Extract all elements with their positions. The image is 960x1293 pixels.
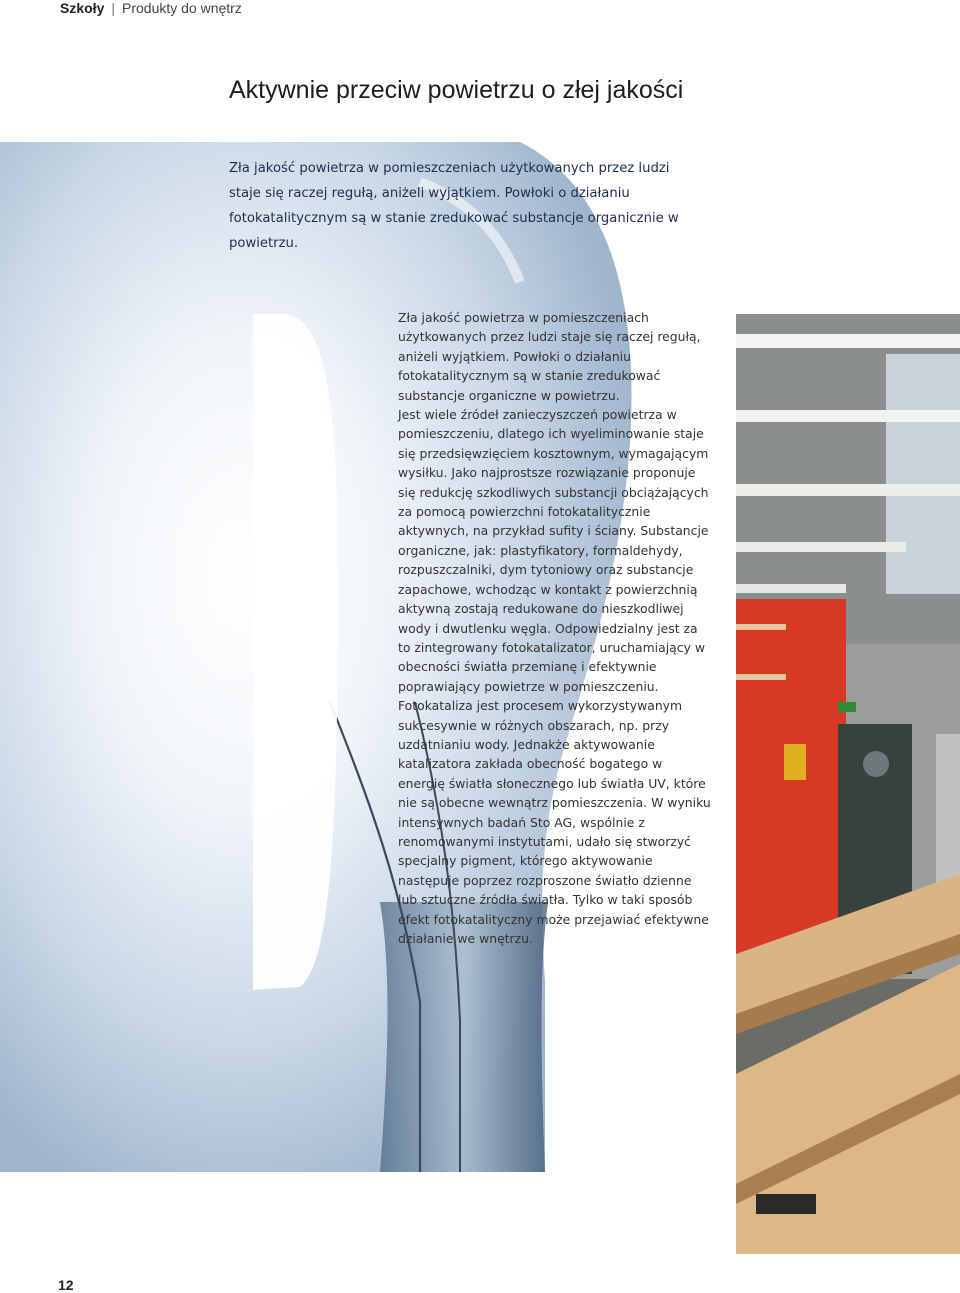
- page-title: Aktywnie przeciw powietrzu o złej jakości: [229, 76, 684, 104]
- page-number: 12: [58, 1277, 74, 1293]
- body-paragraph: Fotokataliza jest procesem wykorzystywanym sukcesywnie w różnych obszarach, np. przy uzdatnianiu wody. Jednakże aktywowanie katalizatora zakłada obecność bogatego w energię światła słonecznego lub światła UV, które nie są obecne wewnątrz pomieszczenia. W wyniku intensywnych badań Sto AG, wspólnie z renomowanymi instytutami, udało się stworzyć specjalny pigment, którego aktywowanie następuje poprzez rozproszone światło dzienne lub sztuczne źródła światła. Tylko w taki sposób efekt fotokatalityczny może przejawiać efektywne działanie we wnętrzu.: [398, 698, 711, 946]
- body-paragraph: Jest wiele źródeł zanieczyszczeń powietrza w pomieszczeniu, dlatego ich wyeliminowanie staje się przedsięwzięciem kosztownym, wymagającym wysiłku. Jako najprostsze rozwiązanie proponuje się redukcję szkodliwych substancji obciążających za pomocą powierzchni fotokatalitycznie aktywnych, na przykład sufity i ściany. Substancje organiczne, jak: plastyfikatory, formaldehydy, rozpuszczalniki, dym tytoniowy oraz substancje zapachowe, wchodząc w kontakt z powierzchnią aktywną zostają redukowane do nieszkodliwej wody i dwutlenku węgla. Odpowiedzialny jest za to zintegrowany fotokatalizator, uruchamiający w obecności światła przemianę i efektywnie poprawiający powietrze w pomieszczeniu.: [398, 407, 709, 694]
- classroom-photo: [736, 314, 960, 1254]
- article-body: [398, 308, 713, 948]
- header-subsection: Produkty do wnętrz: [122, 0, 242, 16]
- header-section: Szkoły: [60, 0, 105, 16]
- header-separator: |: [111, 0, 115, 16]
- page-header: [60, 0, 242, 18]
- body-paragraph: Zła jakość powietrza w pomieszczeniach użytkowanych przez ludzi staje się raczej regułą, aniżeli wyjątkiem. Powłoki o działaniu fotokatalitycznym są w stanie zredukować substancje organiczne w powietrzu.: [398, 310, 701, 403]
- lead-paragraph: Zła jakość powietrza w pomieszczeniach użytkowanych przez ludzi staje się raczej regułą, aniżeli wyjątkiem. Powłoki o działaniu fotokatalitycznym są w stanie zredukować substancje organicznie w powietrzu.: [229, 161, 679, 251]
